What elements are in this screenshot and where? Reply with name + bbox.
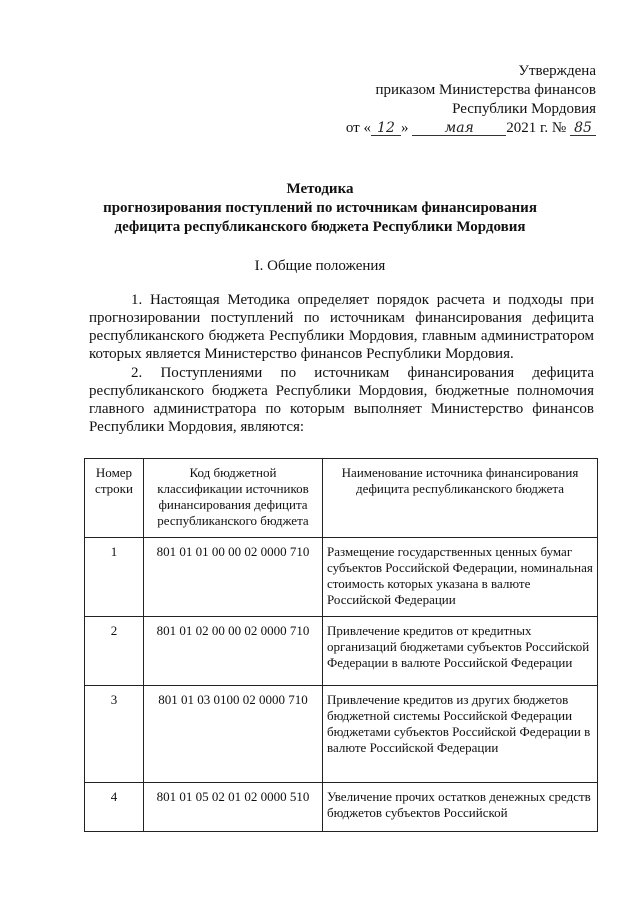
document-title — [0, 180, 640, 237]
row-number: 3 — [85, 686, 144, 783]
row-number: 1 — [85, 538, 144, 617]
row-name: Размещение государственных ценных бумаг субъектов Российской Федерации, номинальная стоимость которых указана в валюте Российской Федерации — [323, 538, 598, 617]
row-code: 801 01 05 02 01 02 0000 510 — [144, 783, 323, 832]
handwritten-month: мая — [412, 121, 506, 136]
header-row-number: Номер строки — [85, 459, 144, 538]
approval-block — [346, 62, 596, 138]
handwritten-order-number: 85 — [570, 121, 596, 136]
row-number: 4 — [85, 783, 144, 832]
table-row — [85, 538, 598, 617]
title-line-2: прогнозирования поступлений по источникам финансирования — [103, 200, 537, 216]
paragraph-1: 1. Настоящая Методика определяет порядок расчета и подходы при прогнозировании поступлений по источникам финансирования дефицита республиканского бюджета Республики Мордовия, главным администратором которых является Министерство финансов Республики Мордовия. — [89, 292, 594, 362]
approval-line-3: Республики Мордовия — [452, 101, 596, 117]
year-text: 2021 г. № — [506, 120, 567, 136]
table-header-row — [85, 459, 598, 538]
title-line-1: Методика — [286, 181, 354, 197]
financing-sources-table — [84, 458, 598, 832]
row-code: 801 01 02 00 00 02 0000 710 — [144, 617, 323, 686]
date-prefix: от « — [345, 120, 371, 136]
table-row — [85, 617, 598, 686]
approval-line-2: приказом Министерства финансов — [375, 82, 596, 98]
row-name: Привлечение кредитов от кредитных организаций бюджетами субъектов Российской Федерации в валюте Российской Федерации — [323, 617, 598, 686]
paragraph-2: 2. Поступлениями по источникам финансирования дефицита республиканского бюджета Республики Мордовия, бюджетные полномочия главного администратора по которым выполняет Министерство финансов Республики Мордовия, являются: — [89, 365, 594, 435]
title-line-3: дефицита республиканского бюджета Республики Мордовия — [114, 219, 526, 235]
header-budget-code: Код бюджетной классификации источников финансирования дефицита республиканского бюджета — [144, 459, 323, 538]
handwritten-day: 12 — [371, 121, 401, 136]
table-row — [85, 783, 598, 832]
approval-date-line — [346, 119, 596, 138]
row-code: 801 01 01 00 00 02 0000 710 — [144, 538, 323, 617]
row-name: Привлечение кредитов из других бюджетов бюджетной системы Российской Федерации бюджетами субъектов Российской Федерации в валюте Российской Федерации — [323, 686, 598, 783]
approval-line-1: Утверждена — [518, 63, 596, 79]
body-text — [89, 291, 594, 437]
table-row — [85, 686, 598, 783]
section-heading: I. Общие положения — [254, 258, 386, 274]
header-source-name: Наименование источника финансирования дефицита республиканского бюджета — [323, 459, 598, 538]
row-code: 801 01 03 0100 02 0000 710 — [144, 686, 323, 783]
row-number: 2 — [85, 617, 144, 686]
date-mid: » — [400, 120, 409, 136]
row-name: Увеличение прочих остатков денежных средств бюджетов субъектов Российской — [323, 783, 598, 832]
